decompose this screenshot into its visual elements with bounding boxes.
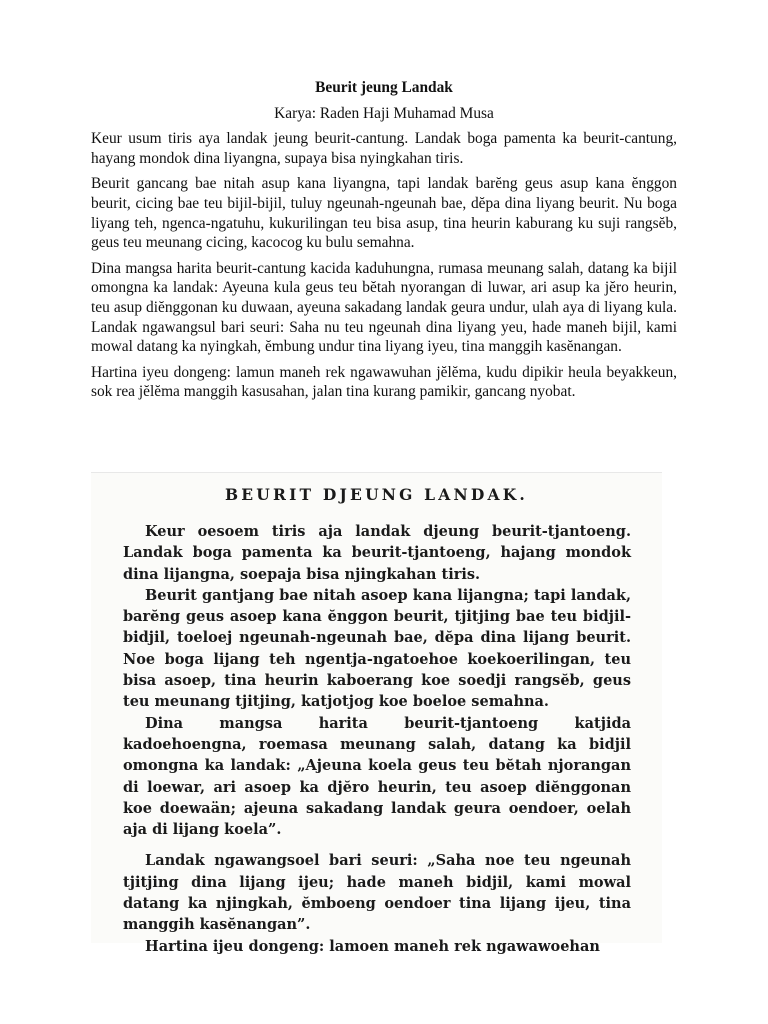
scan-paragraph-2: Beurit gantjang bae nitah asoep kana lijangna; tapi landak, barĕng geus asoep kana ĕnggon beurit, tjitjing bae teu bidjil-bidjil, toeloej ngeunah-ngeunah bae, dĕpa dina lijang beurit. Noe boga lijang teh ngentja-ngatoehoe koekoerilingan, teu bisa asoep, tina heurin kaboerang koe soedji rangsĕb, geus teu meunang tjitjing, katjotjog koe boeloe semahna. [123,586,631,711]
paragraph-2: Beurit gancang bae nitah asup kana liyangna, tapi landak barĕng geus asup kana ĕnggon beurit, cicing bae teu bijil-bijil, tuluy ngeunah-ngeunah bae, dĕpa dina liyang beurit. Nu boga liyang teh, ngenca-ngatuhu, kukurilingan teu bisa asup, tina heurin kaburang ku suji rangsĕb, geus teu meunang cicing, kacocog ku bulu semahna. [91,175,677,252]
paragraph-1: Keur usum tiris aya landak jeung beurit-cantung. Landak boga pamenta ka beurit-cantung, hayang mondok dina liyangna, supaya bisa nyingkahan tiris. [91,130,677,167]
document-title: Beurit jeung Landak [315,79,453,96]
scan-title: BEURIT DJEUNG LANDAK. [224,485,529,504]
document-author: Karya: Raden Haji Muhamad Musa [274,104,494,122]
paragraph-3: Dina mangsa harita beurit-cantung kacida kaduhungna, rumasa meunang salah, datang ka bijil omongna ka landak: Ayeuna kula geus teu bĕtah nyorangan di luwar, ari asup ka jĕro heurin, teu asup diĕnggonan ku duwaan, ayeuna sakadang landak geura undur, ulah aya di liyang kula. Landak ngawangsul bari seuri: Saha nu teu ngeunah dina liyang yeu, hade maneh bijil, kami mowal datang ka nyingkah, ĕmbung undur tina liyang iyeu, tina manggih kasĕnangan. [91,259,677,356]
scan-paragraph-5: Hartina ijeu dongeng: lamoen maneh rek ngawawoehan [145,937,600,955]
scan-body [123,521,631,957]
scan-paragraph-3: Dina mangsa harita beurit-tjantoeng katjida kadoehoengna, roemasa meunang salah, datang ka bidjil omongna ka landak: „Ajeuna koela geus teu bĕtah njorangan di loewar, ari asoep ka djĕro heurin, teu asoep diĕnggonan koe doewaän; ajeuna sakadang landak geura oendoer, oelah aja di lijang koela”. [123,714,631,839]
scan-paragraph-4: Landak ngawangsoel bari seuri: „Saha noe teu ngeunah tjitjing dina lijang ijeu; hade maneh bidjil, kami mowal datang ka njingkah, ĕmboeng oendoer tina lijang ijeu, tina manggih kasĕnangan”. [123,852,631,934]
paragraph-4: Hartina iyeu dongeng: lamun maneh rek ngawawuhan jĕlĕma, kudu dipikir heula beyakkeun, sok rea jĕlĕma manggih kasusahan, jalan tina kurang pamikir, gancang nyobat. [91,363,677,401]
scan-paragraph-1: Keur oesoem tiris aja landak djeung beurit-tjantoeng. Landak boga pamenta ka beurit-tjantoeng, hajang mondok dina lijangna, soepaja bisa njingkahan tiris. [123,523,631,583]
typed-transcription [91,78,677,408]
scanned-original-image [91,472,662,955]
